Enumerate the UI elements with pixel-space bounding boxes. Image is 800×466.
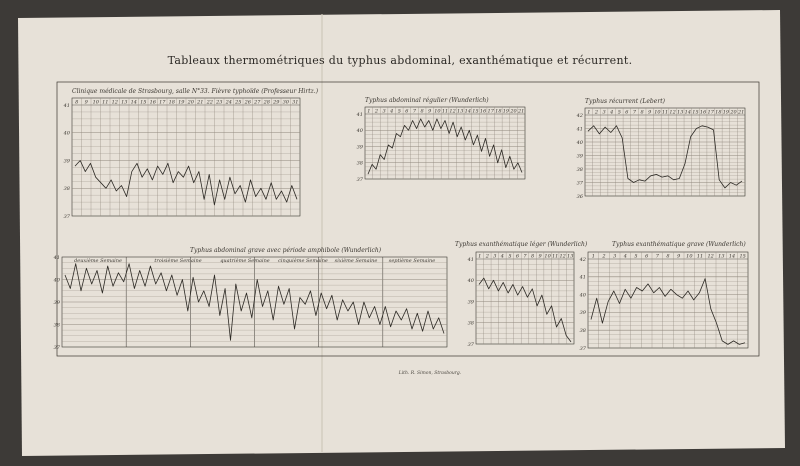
x-tick-label: 6: [625, 109, 629, 116]
x-tick-label: 7: [523, 253, 527, 260]
x-tick-label: 13: [457, 108, 464, 115]
chart-title: Typhus abdominal régulier (Wunderlich): [365, 97, 489, 104]
x-tick-label: 13: [567, 253, 574, 260]
y-tick-label: 37: [356, 176, 363, 183]
y-tick-label: 38: [579, 328, 586, 334]
y-tick-label: 42: [576, 112, 583, 119]
x-tick-label: 10: [434, 108, 441, 115]
x-tick-label: 15: [739, 253, 746, 260]
week-label: deuxième Semaine: [74, 258, 122, 264]
chart-title: Clinique médicale de Strasbourg, salle N°33. Fièvre typhoïde (Professeur Hirtz.): [72, 88, 319, 95]
x-tick-label: 11: [441, 108, 449, 115]
x-tick-label: 21: [738, 109, 745, 116]
x-tick-label: 7: [412, 108, 417, 115]
x-tick-label: 12: [707, 253, 714, 260]
x-tick-label: 1: [591, 253, 595, 260]
week-label: troisième Semaine: [154, 258, 202, 264]
chart-title: Typhus exanthématique grave (Wunderlich): [612, 241, 746, 248]
x-tick-label: 11: [696, 253, 704, 260]
x-tick-label: 13: [718, 253, 725, 260]
y-tick-label: 39: [576, 153, 583, 160]
x-tick-label: 18: [168, 99, 175, 106]
y-tick-label: 40: [53, 277, 60, 284]
x-tick-label: 10: [92, 99, 99, 106]
y-tick-label: 40: [467, 278, 474, 285]
x-tick-label: 18: [495, 108, 502, 115]
x-tick-label: 20: [187, 99, 194, 106]
x-tick-label: 16: [699, 109, 707, 116]
chart-title: Typhus exanthématique léger (Wunderlich): [455, 241, 588, 248]
x-tick-label: 10: [654, 109, 661, 116]
x-tick-label: 14: [464, 108, 472, 115]
x-tick-label: 4: [390, 108, 394, 115]
y-tick-label: 41: [356, 111, 363, 118]
x-tick-label: 3: [382, 108, 386, 115]
x-tick-label: 17: [487, 108, 494, 115]
x-tick-label: 29: [273, 99, 280, 106]
x-tick-label: 2: [594, 109, 599, 116]
x-tick-label: 1: [478, 253, 482, 260]
y-tick-label: 40: [576, 139, 583, 146]
chart-title: Typhus abdominal grave avec période amphibole (Wunderlich): [190, 247, 382, 254]
week-label: sixième Semaine: [334, 258, 378, 264]
y-tick-label: 38: [467, 320, 474, 327]
x-tick-label: 10: [686, 253, 693, 260]
x-tick-label: 8: [75, 99, 79, 106]
y-tick-label: 40: [356, 128, 363, 135]
y-tick-label: 37: [576, 180, 583, 187]
x-tick-label: 9: [677, 253, 681, 260]
x-tick-label: 8: [420, 108, 424, 115]
week-label: cinquième Semaine: [278, 258, 328, 264]
x-tick-label: 17: [707, 109, 714, 116]
x-tick-label: 11: [102, 99, 109, 106]
week-label: septième Semaine: [388, 258, 436, 264]
x-tick-label: 25: [235, 99, 242, 106]
x-tick-label: 12: [559, 253, 566, 260]
y-tick-label: 41: [63, 102, 70, 109]
y-tick-label: 37: [63, 213, 70, 220]
x-tick-label: 12: [449, 108, 456, 115]
x-tick-label: 19: [502, 108, 510, 115]
x-tick-label: 6: [645, 253, 649, 260]
x-tick-label: 4: [623, 253, 627, 260]
x-tick-label: 1: [367, 108, 371, 115]
y-tick-label: 41: [579, 274, 586, 281]
x-tick-label: 6: [405, 108, 409, 115]
x-tick-label: 7: [655, 253, 659, 260]
x-tick-label: 12: [111, 99, 118, 106]
x-tick-label: 9: [428, 108, 432, 115]
x-tick-label: 22: [206, 99, 213, 106]
y-tick-label: 39: [53, 299, 60, 306]
y-tick-label: 39: [356, 144, 363, 151]
x-tick-label: 5: [634, 253, 638, 260]
y-tick-label: 41: [53, 254, 60, 261]
week-label: quatrième Semaine: [220, 258, 270, 264]
x-tick-label: 24: [225, 99, 232, 106]
y-tick-label: 38: [53, 322, 60, 329]
x-tick-label: 3: [493, 253, 497, 260]
x-tick-label: 14: [728, 253, 736, 260]
y-tick-label: 41: [576, 126, 583, 133]
x-tick-label: 19: [722, 109, 730, 116]
x-tick-label: 11: [661, 109, 669, 116]
x-tick-label: 5: [508, 253, 512, 260]
x-tick-label: 14: [684, 109, 692, 116]
y-tick-label: 39: [63, 158, 70, 165]
x-tick-label: 2: [374, 108, 379, 115]
x-tick-label: 9: [538, 253, 542, 260]
x-tick-label: 14: [130, 99, 137, 106]
x-tick-label: 2: [485, 253, 489, 260]
x-tick-label: 2: [602, 253, 606, 260]
y-tick-label: 36: [576, 193, 583, 200]
x-tick-label: 15: [140, 99, 147, 106]
x-tick-label: 28: [263, 99, 270, 106]
x-tick-label: 5: [397, 108, 401, 115]
y-tick-label: 38: [576, 166, 583, 173]
x-tick-label: 20: [510, 108, 517, 115]
x-tick-label: 10: [544, 253, 551, 260]
y-tick-label: 37: [467, 341, 474, 348]
x-tick-label: 8: [530, 253, 535, 260]
x-tick-label: 23: [216, 99, 223, 106]
x-tick-label: 9: [648, 109, 652, 116]
x-tick-label: 8: [640, 109, 644, 116]
x-tick-label: 15: [472, 108, 479, 115]
y-tick-label: 38: [356, 160, 363, 167]
x-tick-label: 3: [602, 109, 606, 116]
chart-title: Typhus récurrent (Lebert): [585, 98, 665, 105]
lithographer-credit: Lith. R. Simon, Strasbourg.: [398, 371, 462, 376]
paper-sheet: [18, 10, 785, 456]
x-tick-label: 16: [149, 99, 156, 106]
x-tick-label: 3: [613, 253, 617, 260]
x-tick-label: 8: [666, 253, 670, 260]
y-tick-label: 40: [579, 292, 586, 299]
x-tick-label: 26: [244, 99, 251, 106]
y-tick-label: 39: [579, 310, 586, 317]
y-tick-label: 41: [467, 256, 474, 263]
x-tick-label: 11: [551, 253, 559, 260]
x-tick-label: 15: [692, 109, 699, 116]
x-tick-label: 16: [479, 108, 487, 115]
x-tick-label: 1: [587, 109, 591, 116]
x-tick-label: 13: [121, 99, 128, 106]
x-tick-label: 17: [159, 99, 166, 106]
x-tick-label: 12: [669, 109, 676, 116]
y-tick-label: 37: [579, 345, 586, 352]
x-tick-label: 4: [610, 109, 614, 116]
x-tick-label: 31: [292, 99, 299, 106]
x-tick-label: 30: [282, 99, 289, 106]
x-tick-label: 6: [515, 253, 520, 260]
y-tick-label: 39: [467, 299, 474, 306]
x-tick-label: 20: [730, 109, 737, 116]
x-tick-label: 4: [500, 253, 504, 260]
y-tick-label: 38: [63, 186, 70, 193]
y-tick-label: 37: [53, 344, 60, 351]
x-tick-label: 13: [677, 109, 684, 116]
x-tick-label: 27: [254, 99, 261, 106]
x-tick-label: 21: [197, 99, 204, 106]
x-tick-label: 9: [84, 99, 88, 106]
x-tick-label: 7: [632, 109, 637, 116]
plate-title: Tableaux thermométriques du typhus abdominal, exanthématique et récurrent.: [167, 54, 633, 67]
y-tick-label: 42: [579, 256, 586, 263]
x-tick-label: 5: [617, 109, 621, 116]
x-tick-label: 19: [178, 99, 185, 106]
x-tick-label: 21: [518, 108, 525, 115]
x-tick-label: 18: [715, 109, 722, 116]
y-tick-label: 40: [63, 130, 70, 137]
